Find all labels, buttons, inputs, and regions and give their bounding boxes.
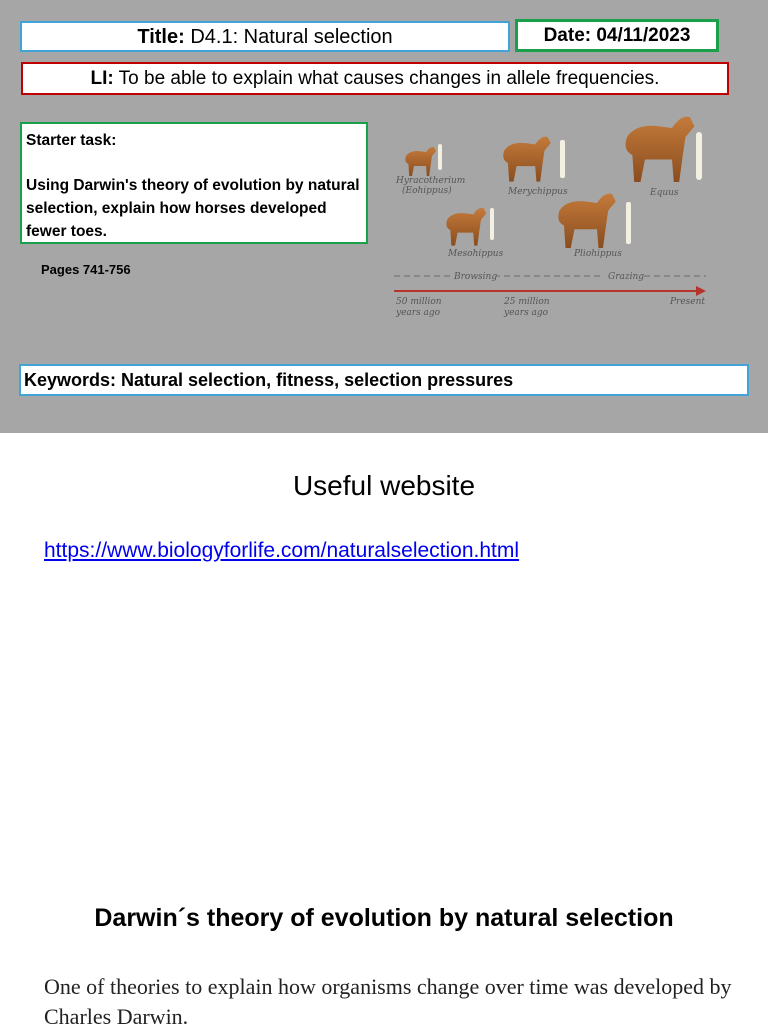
date-box: Date: 04/11/2023 bbox=[515, 19, 719, 52]
li-value: To be able to explain what causes changes in allele frequencies. bbox=[113, 68, 660, 89]
title-label: Title: bbox=[137, 26, 185, 48]
label-50-years-ago: years ago bbox=[396, 308, 441, 318]
label-equus: Equus bbox=[650, 188, 679, 198]
label-present: Present bbox=[670, 297, 706, 307]
starter-body: Using Darwin's theory of evolution by natural selection, explain how horses developed fewer toes. bbox=[26, 177, 360, 240]
label-pliohippus: Pliohippus bbox=[574, 249, 622, 259]
slide-panel bbox=[0, 0, 768, 433]
mesohippus-horse-icon bbox=[446, 208, 486, 246]
starter-task-box bbox=[20, 122, 368, 244]
pliohippus-foot-bone bbox=[626, 202, 631, 244]
merychippus-foot-bone bbox=[560, 140, 565, 178]
label-hyracotherium: Hyracotherium bbox=[396, 176, 466, 186]
mesohippus-foot-bone bbox=[490, 208, 494, 240]
title-value: D4.1: Natural selection bbox=[184, 26, 393, 48]
label-grazing: Grazing bbox=[608, 272, 645, 282]
time-arrow-head-icon bbox=[696, 286, 706, 296]
darwin-theory-heading: Darwin´s theory of evolution by natural selection bbox=[94, 904, 674, 932]
equus-foot-bone bbox=[696, 132, 702, 180]
lesson-title-box bbox=[20, 21, 510, 52]
label-50-million: 50 million bbox=[396, 297, 442, 307]
label-merychippus: Merychippus bbox=[508, 187, 568, 197]
keywords-box: Keywords: Natural selection, fitness, selection pressures bbox=[19, 364, 749, 396]
hyracotherium-horse-icon bbox=[405, 147, 436, 176]
label-browsing: Browsing bbox=[454, 272, 498, 282]
li-label: LI: bbox=[90, 68, 114, 89]
pages-reference: Pages 741-756 bbox=[41, 262, 131, 277]
label-mesohippus: Mesohippus bbox=[448, 249, 504, 259]
pliohippus-horse-icon bbox=[558, 194, 615, 248]
label-25-years-ago: years ago bbox=[504, 308, 549, 318]
biologyforlife-link[interactable]: https://www.biologyforlife.com/naturalselection.html bbox=[44, 539, 520, 562]
hyracotherium-foot-bone bbox=[438, 144, 442, 170]
starter-heading: Starter task: bbox=[26, 132, 117, 149]
merychippus-horse-icon bbox=[503, 137, 550, 182]
intro-paragraph: One of theories to explain how organisms change over time was developed by Charles Darwin. bbox=[44, 974, 732, 1029]
label-eohippus: (Eohippus) bbox=[402, 186, 452, 196]
learning-intention-box bbox=[21, 62, 729, 95]
useful-website-heading: Useful website bbox=[292, 470, 476, 501]
label-25-million: 25 million bbox=[504, 297, 550, 307]
horse-evolution-figure bbox=[390, 106, 710, 326]
equus-horse-icon bbox=[626, 117, 695, 182]
